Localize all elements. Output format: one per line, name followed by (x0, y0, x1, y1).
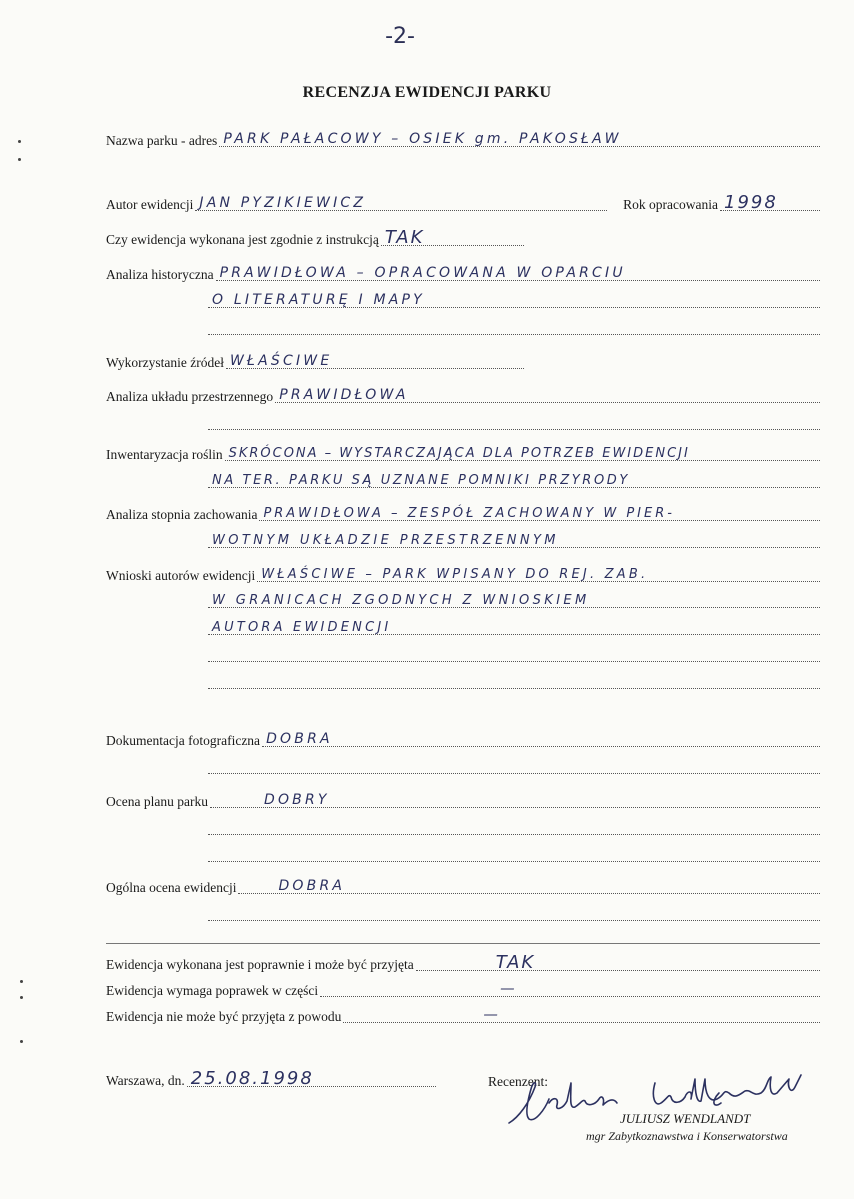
accepted-line (416, 952, 820, 971)
instruction-row (106, 227, 524, 249)
conclusions-line-2 (208, 589, 820, 608)
year-value: 1998 (724, 192, 778, 213)
conclusions-line-3 (208, 616, 820, 635)
spatial-line-2 (208, 411, 820, 430)
historical-value-2: O LITERATURĘ I MAPY (212, 292, 425, 308)
sources-label: Wykorzystanie źródeł (106, 355, 225, 370)
accepted-label: Ewidencja wykonana jest poprawnie i może być przyjęta (106, 957, 414, 972)
plants-label: Inwentaryzacja roślin (106, 447, 223, 462)
park-name-line (219, 128, 820, 147)
rejected-label: Ewidencja nie może być przyjęta z powodu (106, 1009, 342, 1024)
photo-value-1: DOBRA (266, 731, 333, 747)
scan-dot (20, 1040, 23, 1043)
overall-row-2 (206, 902, 820, 924)
historical-line-1 (216, 262, 820, 281)
overall-row (106, 875, 820, 897)
plan-line-2 (208, 816, 820, 835)
plan-row-2 (206, 816, 820, 838)
conclusions-label: Wnioski autorów ewidencji (106, 568, 256, 583)
preservation-line-2 (208, 529, 820, 548)
reviewer-name: JULIUSZ WENDLANDT (620, 1111, 751, 1126)
instruction-value: TAK (384, 227, 425, 248)
preservation-value-1: PRAWIDŁOWA – ZESPÓŁ ZACHOWANY W PIER- (263, 506, 675, 521)
preservation-label: Analiza stopnia zachowania (106, 507, 258, 522)
plan-line-3 (208, 843, 820, 862)
conclusions-row-5 (206, 670, 820, 692)
needs-corrections-label: Ewidencja wymaga poprawek w części (106, 983, 319, 998)
needs-corrections-value: — (500, 981, 515, 997)
spatial-line-1 (275, 384, 820, 403)
historical-row (106, 262, 820, 284)
place-label: Warszawa, dn. (106, 1073, 185, 1088)
year-line (720, 192, 820, 211)
historical-line-3 (208, 316, 820, 335)
historical-label: Analiza historyczna (106, 267, 214, 282)
scan-dot (18, 140, 21, 143)
scan-dot (20, 996, 23, 999)
document-title: RECENZJA EWIDENCJI PARKU (302, 84, 552, 101)
plants-line-2 (208, 469, 820, 488)
plan-label: Ocena planu parku (106, 794, 208, 809)
author-line (195, 192, 607, 211)
scan-dot (18, 158, 21, 161)
overall-line-2 (208, 902, 820, 921)
year-label: Rok opracowania (623, 197, 718, 212)
reviewer-label: Recenzent: (488, 1074, 548, 1089)
spatial-row (106, 384, 820, 406)
instruction-line (381, 227, 524, 246)
needs-corrections-row (106, 978, 820, 1000)
preservation-row (106, 502, 820, 524)
photo-line-1 (262, 728, 820, 747)
conclusions-row-4 (206, 643, 820, 665)
conclusions-row-2 (206, 589, 820, 611)
historical-row-2 (206, 289, 820, 311)
plan-line-1 (210, 789, 820, 808)
accepted-row (106, 952, 820, 974)
conclusions-value-3: AUTORA EWIDENCJI (212, 620, 392, 635)
overall-label: Ogólna ocena ewidencji (106, 880, 237, 895)
conclusions-line-4 (208, 643, 820, 662)
historical-row-3 (206, 316, 820, 338)
plan-row (106, 789, 820, 811)
preservation-line-1 (259, 502, 820, 521)
plants-row-2 (206, 469, 820, 491)
sources-value: WŁAŚCIWE (230, 353, 333, 369)
conclusions-value-2: W GRANICACH ZGODNYCH Z WNIOSKIEM (212, 593, 590, 608)
section-separator (106, 943, 820, 944)
overall-line-1 (238, 875, 820, 894)
photo-line-2 (208, 755, 820, 774)
rejected-row (106, 1004, 820, 1026)
historical-value-1: PRAWIDŁOWA – OPRACOWANA W OPARCIU (219, 265, 626, 281)
preservation-value-2: WOTNYM UKŁADZIE PRZESTRZENNYM (212, 533, 559, 548)
instruction-label: Czy ewidencja wykonana jest zgodnie z instrukcją (106, 232, 379, 247)
park-name-row (106, 128, 820, 150)
conclusions-row (106, 563, 820, 585)
preservation-row-2 (206, 529, 820, 551)
plan-value-1: DOBRY (263, 792, 330, 808)
historical-line-2 (208, 289, 820, 308)
date-line (187, 1068, 436, 1087)
plants-value-2: NA TER. PARKU SĄ UZNANE POMNIKI PRZYRODY (212, 473, 630, 488)
plants-row (106, 442, 820, 464)
page-number: -2- (385, 24, 415, 49)
sources-line (226, 350, 524, 369)
rejected-value: — (483, 1007, 498, 1023)
author-value: JAN PYZIKIEWICZ (199, 195, 367, 211)
park-name-label: Nazwa parku - adres (106, 133, 218, 148)
photo-label: Dokumentacja fotograficzna (106, 733, 261, 748)
overall-value-1: DOBRA (278, 878, 346, 894)
scan-dot (20, 980, 23, 983)
spatial-label: Analiza układu przestrzennego (106, 389, 274, 404)
conclusions-value-1: WŁAŚCIWE – PARK WPISANY DO REJ. ZAB. (261, 567, 649, 582)
plants-value-1: SKRÓCONA – WYSTARCZAJĄCA DLA POTRZEB EWIDENCJI (228, 446, 690, 461)
reviewer-title: mgr Zabytkoznawstwa i Konserwatorstwa (586, 1129, 788, 1143)
conclusions-line-1 (257, 563, 820, 582)
plants-line-1 (225, 442, 820, 461)
spatial-value-1: PRAWIDŁOWA (279, 387, 409, 403)
photo-row (106, 728, 820, 750)
conclusions-row-3 (206, 616, 820, 638)
author-row (106, 192, 820, 214)
accepted-value: TAK (495, 952, 536, 973)
sources-row (106, 350, 524, 372)
conclusions-line-5 (208, 670, 820, 689)
rejected-line (343, 1004, 820, 1023)
needs-corrections-line (320, 978, 820, 997)
spatial-row-2 (206, 411, 820, 433)
plan-row-3 (206, 843, 820, 865)
date-row (106, 1068, 436, 1090)
park-name-value: PARK PAŁACOWY – OSIEK gm. PAKOSŁAW (223, 131, 622, 147)
author-label: Autor ewidencji (106, 197, 194, 212)
photo-row-2 (206, 755, 820, 777)
date-value: 25.08.1998 (190, 1068, 314, 1089)
